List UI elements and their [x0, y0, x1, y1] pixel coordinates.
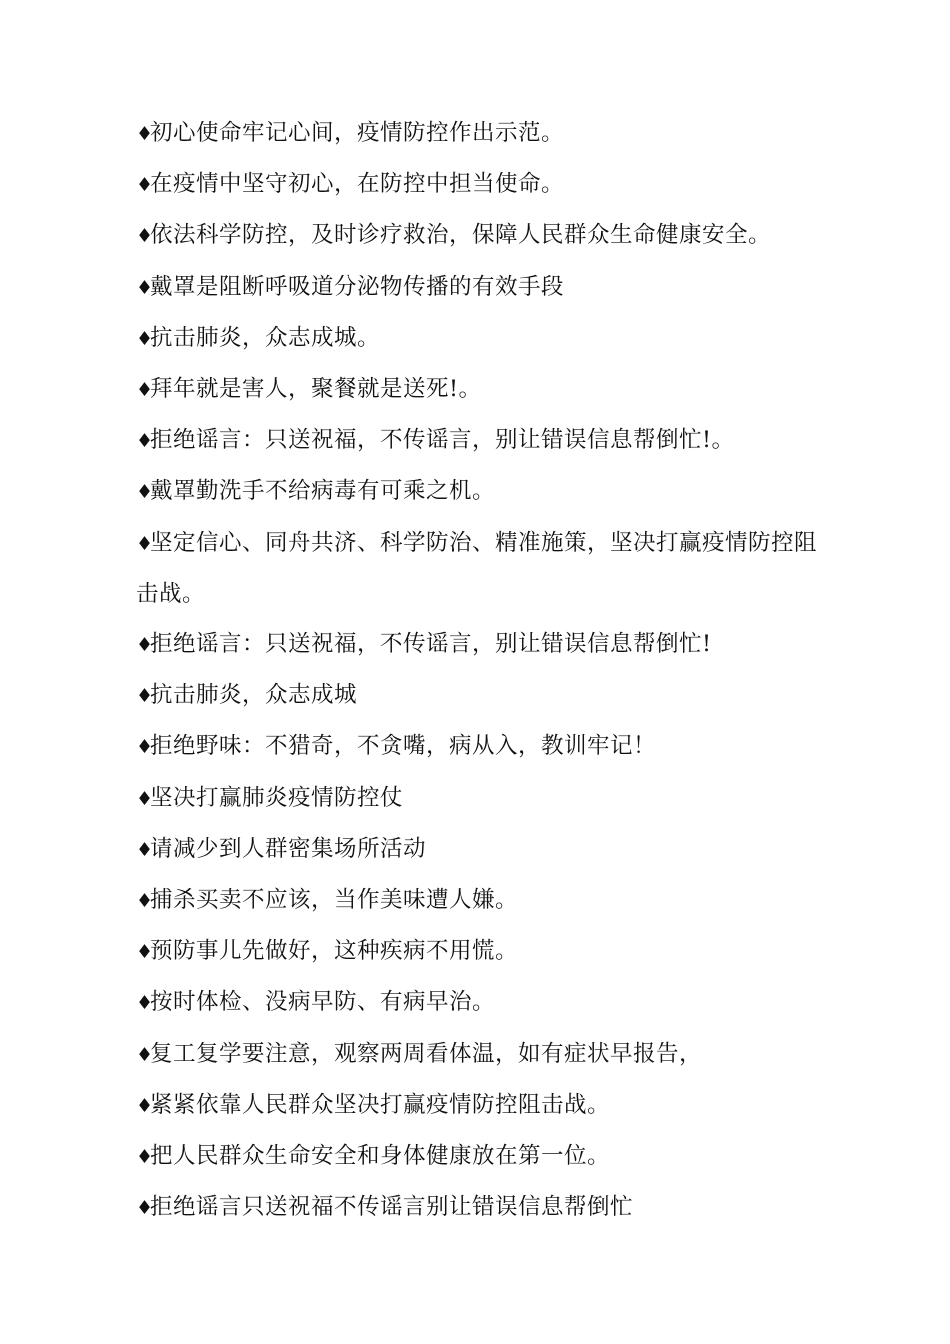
list-item — [136, 721, 836, 772]
diamond-bullet-icon: ♦ — [136, 276, 154, 299]
list-item — [136, 824, 836, 875]
list-item — [136, 875, 836, 926]
diamond-bullet-icon: ♦ — [136, 1043, 154, 1066]
diamond-bullet-icon: ♦ — [136, 225, 154, 248]
diamond-bullet-icon: ♦ — [136, 634, 154, 657]
list-item — [136, 466, 836, 517]
list-item — [136, 210, 836, 261]
list-item-text: 坚决打赢肺炎疫情防控仗 — [150, 784, 404, 811]
list-item-text: 按时体检、没病早防、有病早治。 — [150, 989, 496, 1016]
list-item-text: 捕杀买卖不应该，当作美味遭人嫌。 — [150, 887, 519, 914]
diamond-bullet-icon: ♦ — [136, 838, 154, 861]
list-item-text: 戴罩勤洗手不给病毒有可乘之机。 — [150, 478, 496, 505]
diamond-bullet-icon: ♦ — [136, 1094, 154, 1117]
list-item-text: 请减少到人群密集场所活动 — [150, 835, 427, 862]
list-item — [136, 1131, 836, 1182]
list-item-text: 抗击肺炎，众志成城。 — [150, 324, 381, 351]
list-item — [136, 1080, 836, 1131]
list-item — [136, 313, 836, 364]
list-item-text: 拒绝谣言：只送祝福，不传谣言，别让错误信息帮倒忙!。 — [150, 427, 735, 454]
list-item — [136, 773, 836, 824]
list-item-text: 拒绝野味：不猎奇，不贪嘴，病从入，教训牢记！ — [150, 733, 657, 760]
list-item-text: 抗击肺炎，众志成城 — [150, 682, 358, 709]
list-item-text: 戴罩是阻断呼吸道分泌物传播的有效手段 — [150, 273, 565, 300]
diamond-bullet-icon: ♦ — [136, 532, 154, 555]
list-item-text: 坚定信心、同舟共济、科学防治、精准施策，坚决打赢疫情防控阻击战。 — [136, 529, 818, 607]
list-item — [136, 159, 836, 210]
list-item-text: 拒绝谣言：只送祝福，不传谣言，别让错误信息帮倒忙! — [150, 631, 712, 658]
list-item — [136, 926, 836, 977]
list-item — [136, 1029, 836, 1080]
diamond-bullet-icon: ♦ — [136, 1197, 154, 1220]
list-item — [136, 262, 836, 313]
diamond-bullet-icon: ♦ — [136, 736, 154, 759]
list-item-text: 在疫情中坚守初心，在防控中担当使命。 — [150, 171, 565, 198]
list-item — [136, 1182, 836, 1233]
diamond-bullet-icon: ♦ — [136, 685, 154, 708]
list-item — [136, 364, 836, 415]
list-item — [136, 619, 836, 670]
diamond-bullet-icon: ♦ — [136, 379, 154, 402]
list-item-text: 拜年就是害人，聚餐就是送死!。 — [150, 376, 482, 403]
list-item — [136, 108, 836, 159]
list-item — [136, 977, 836, 1028]
diamond-bullet-icon: ♦ — [136, 174, 154, 197]
diamond-bullet-icon: ♦ — [136, 1146, 154, 1169]
list-item-text: 把人民群众生命安全和身体健康放在第一位。 — [150, 1143, 611, 1170]
diamond-bullet-icon: ♦ — [136, 890, 154, 913]
diamond-bullet-icon: ♦ — [136, 430, 154, 453]
list-item-text: 预防事儿先做好，这种疾病不用慌。 — [150, 938, 519, 965]
list-item-text: 紧紧依靠人民群众坚决打赢疫情防控阻击战。 — [150, 1091, 611, 1118]
diamond-bullet-icon: ♦ — [136, 787, 154, 810]
diamond-bullet-icon: ♦ — [136, 123, 154, 145]
diamond-bullet-icon: ♦ — [136, 481, 154, 504]
list-item-text: 复工复学要注意，观察两周看体温，如有症状早报告， — [150, 1040, 703, 1067]
list-item-text: 初心使命牢记心间，疫情防控作出示范。 — [150, 120, 565, 146]
list-item — [136, 518, 836, 619]
diamond-bullet-icon: ♦ — [136, 992, 154, 1015]
list-item-text: 依法科学防控，及时诊疗救治，保障人民群众生命健康安全。 — [150, 222, 772, 249]
diamond-bullet-icon: ♦ — [136, 327, 154, 350]
list-item — [136, 415, 836, 466]
diamond-bullet-icon: ♦ — [136, 941, 154, 964]
list-item-text: 拒绝谣言只送祝福不传谣言别让错误信息帮倒忙 — [150, 1194, 634, 1221]
slogan-list — [136, 108, 836, 1233]
list-item — [136, 670, 836, 721]
